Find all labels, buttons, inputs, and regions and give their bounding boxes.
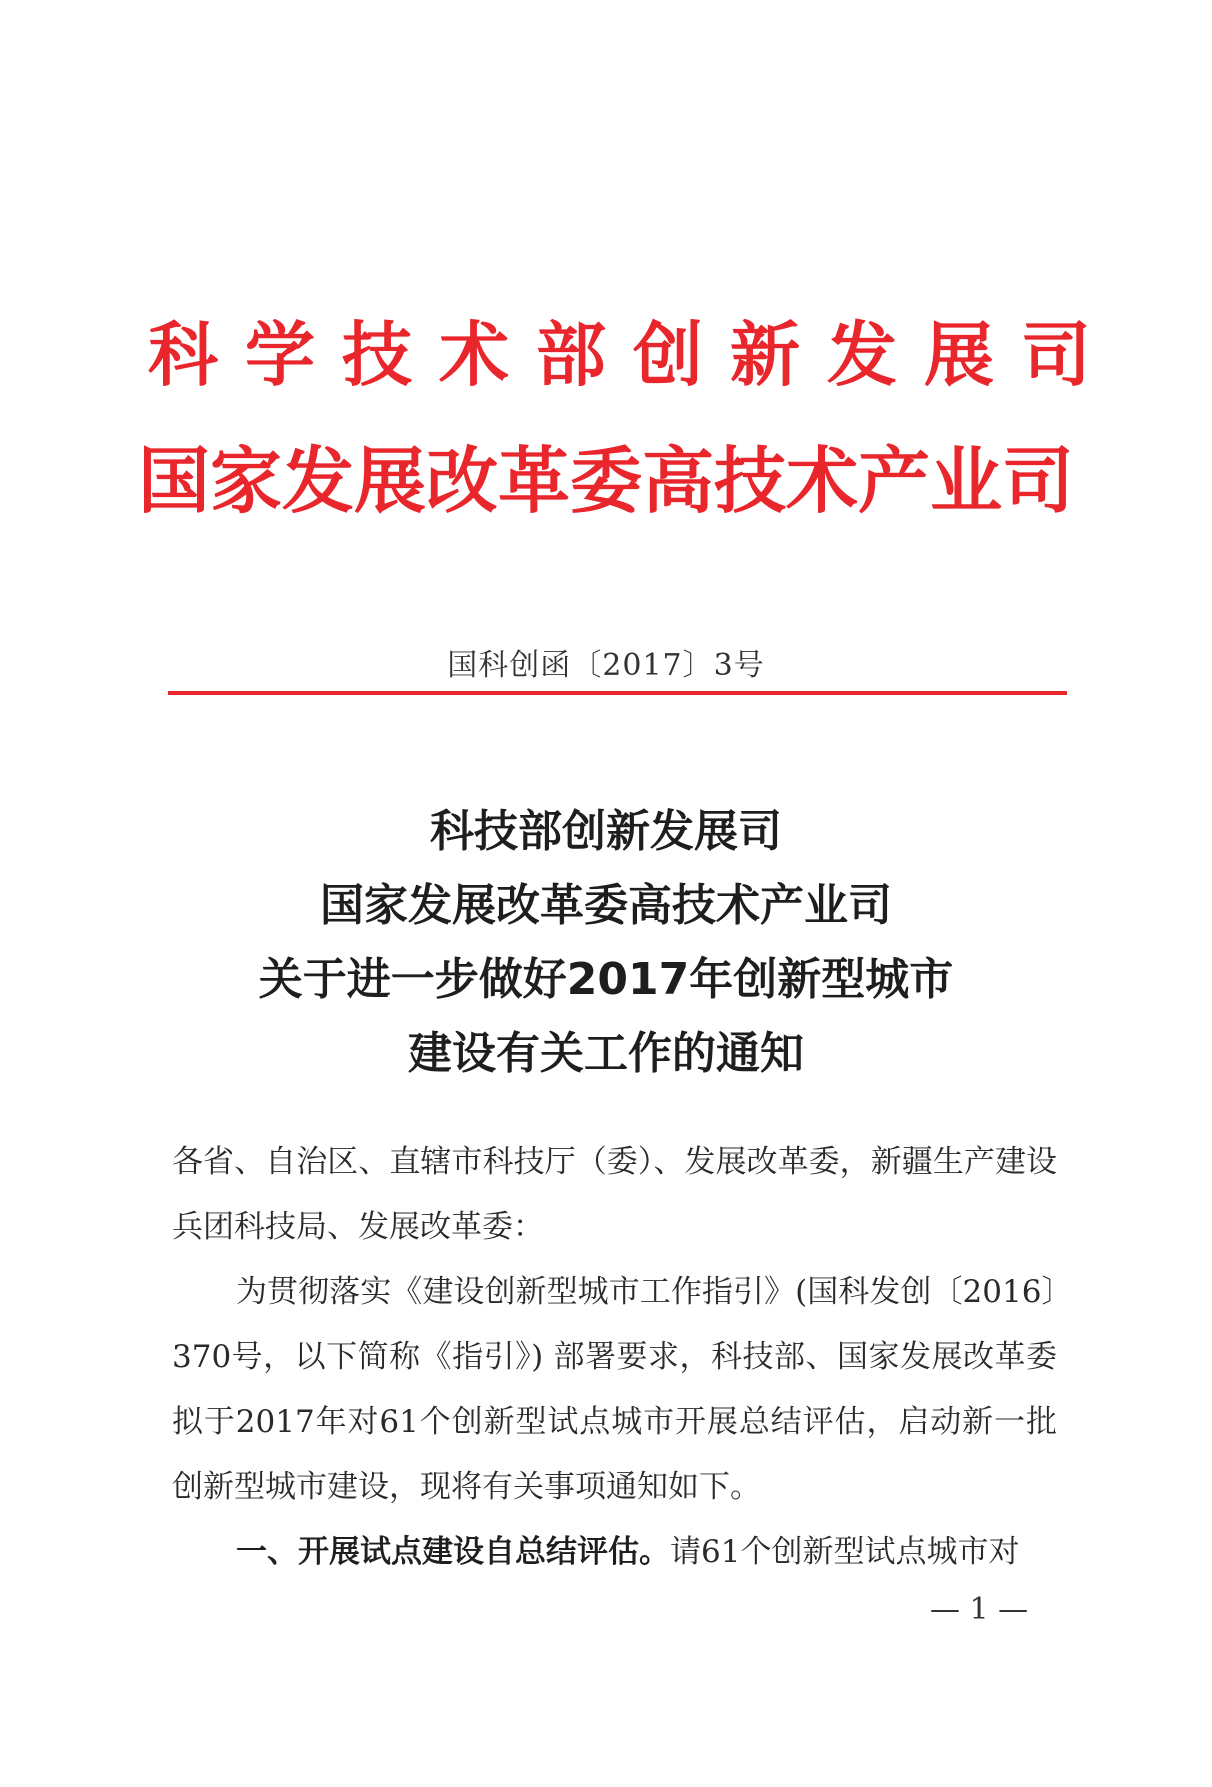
- red-separator-line: [168, 691, 1067, 695]
- section-1-text: 请61个创新型试点城市对: [670, 1534, 1020, 1570]
- document-body: [172, 1130, 1057, 1585]
- page-number: — 1 —: [930, 1592, 1029, 1627]
- issuer-header-line-2: 国家发展改革委高技术产业司: [137, 439, 1074, 523]
- section-1-heading: 一、开展试点建设自总结评估。: [236, 1534, 670, 1570]
- document-title: [0, 795, 1212, 1091]
- title-line-2: 国家发展改革委高技术产业司: [320, 880, 892, 931]
- title-line-1: 科技部创新发展司: [430, 806, 782, 857]
- salutation: 各省、自治区、直辖市科技厅（委）、发展改革委，新疆生产建设兵团科技局、发展改革委：: [172, 1144, 1057, 1245]
- issuer-header-line-1: 科学技术部创新发展司: [148, 314, 1118, 396]
- document-number: 国科创函〔2017〕3号: [447, 648, 765, 683]
- section-1-paragraph: [172, 1520, 1057, 1585]
- title-line-3: 关于进一步做好2017年创新型城市: [258, 954, 954, 1005]
- title-line-4: 建设有关工作的通知: [408, 1028, 804, 1079]
- body-paragraph-1: 为贯彻落实《建设创新型城市工作指引》(国科发创〔2016〕370号，以下简称《指引》) 部署要求，科技部、国家发展改革委拟于2017年对61个创新型试点城市开展总结评估，启动新一批创新型城市建设，现将有关事项通知如下。: [172, 1274, 1057, 1505]
